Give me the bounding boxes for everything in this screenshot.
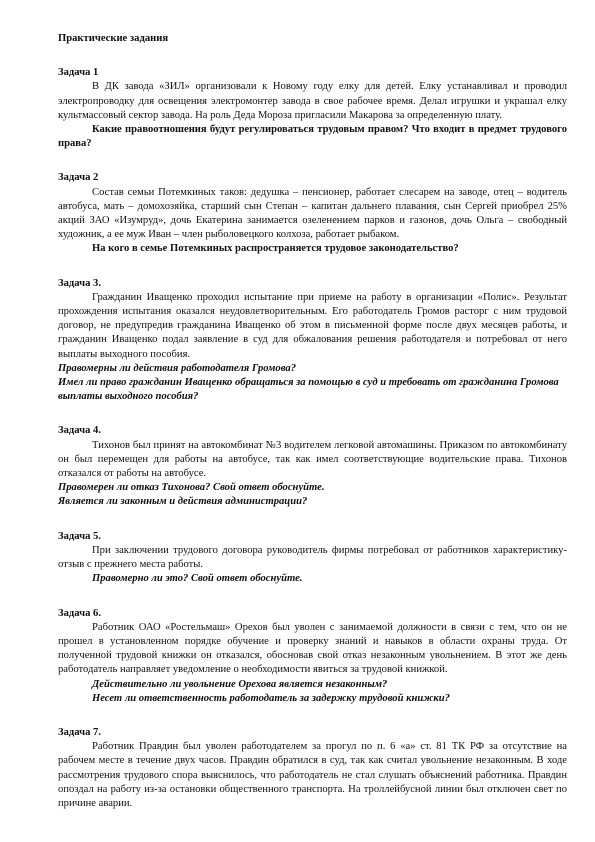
task-7	[58, 726, 567, 811]
task-title: Задача 2	[58, 172, 99, 184]
task-1	[58, 66, 567, 151]
task-3	[58, 277, 567, 405]
task-question: Несет ли ответственность работодатель за задержку трудовой книжки?	[92, 692, 450, 704]
task-text: Работник Правдин был уволен работодателем за прогул по п. 6 «а» ст. 81 ТК РФ за отсутствие на рабочем месте в течение двух часов. Правдин обратился в суд, так как считал увольнение незаконным. В ходе рассмотрения трудового спора выяснилось, что работодатель не стал слушать объяснений работника. Правдин опоздал на работу из-за остановки общественного транспорта. На троллейбусной линии был отключен свет по причине аварии.	[58, 741, 567, 809]
page-title: Практические задания	[58, 33, 169, 44]
task-2	[58, 171, 567, 256]
task-question: Правомерны ли действия работодателя Громова?	[58, 362, 296, 374]
task-title: Задача 4.	[58, 425, 101, 437]
task-question: Правомерен ли отказ Тихонова? Свой ответ обоснуйте.	[58, 482, 325, 494]
task-5	[58, 530, 567, 587]
task-6	[58, 607, 567, 706]
document-page	[58, 32, 567, 831]
task-title: Задача 5.	[58, 530, 101, 542]
task-text: Тихонов был принят на автокомбинат №3 водителем легковой автомашины. Приказом по автокомбинату он был перемещен для работы на автобусе, так как имел соответствующие водительские права. Тихонов отказался от работы на автобусе.	[58, 439, 567, 480]
task-title: Задача 3.	[58, 277, 101, 289]
task-question: Правомерно ли это? Свой ответ обоснуйте.	[92, 573, 303, 585]
task-question: Является ли законным и действия администрации?	[58, 496, 308, 508]
task-title: Задача 1	[58, 67, 99, 79]
task-4	[58, 424, 567, 509]
task-question: Имел ли право гражданин Иващенко обращаться за помощью в суд и требовать от гражданина Громова выплаты выходного пособия?	[58, 377, 559, 403]
task-text: Гражданин Иващенко проходил испытание при приеме на работу в организации «Полис». Результат прохождения испытания оказался неудовлетворительным. Его работодатель Громов расторг с ним трудовой договор, не предупредив гражданина Иващенко об этом в письменной форме после двух месяцев работы, и гражданин Иващенко подал заявление в суд для обжалования решения работодателя и потребовал от него выплаты выходного пособия.	[58, 291, 567, 360]
task-title: Задача 7.	[58, 726, 101, 738]
task-text: В ДК завода «ЗИЛ» организовали к Новому году елку для детей. Елку устанавливал и проводил электропроводку для освещения электромонтер завода в свое рабочее время. Делал игрушки и украшал елку культмассовый сектор завода. На роль Деда Мороза пригласили Макарова за определенную плату.	[58, 81, 567, 121]
task-question: На кого в семье Потемкиных распространяется трудовое законодательство?	[92, 243, 459, 255]
task-text: При заключении трудового договора руководитель фирмы потребовал от работников характеристику-отзыв с прежнего места работы.	[58, 544, 567, 571]
task-text: Работник ОАО «Ростельмаш» Орехов был уволен с занимаемой должности в связи с тем, что он не прошел в установленном порядке обучение и проверку знаний и навыков в области охраны труда. От полученной трудовой книжки он отказался, обосновав свой отказ незаконным увольнением. В этот же день работодатель направляет уведомление о необходимости явиться за трудовой книжкой.	[58, 621, 567, 676]
task-question: Какие правоотношения будут регулироваться трудовым правом? Что входит в предмет трудового права?	[58, 124, 567, 150]
task-title: Задача 6.	[58, 607, 101, 619]
task-question: Действительно ли увольнение Орехова является незаконным?	[92, 678, 388, 690]
task-text: Состав семьи Потемкиных таков: дедушка – пенсионер, работает слесарем на заводе, отец – водитель автобуса, мать – домохозяйка, старший сын Степан – капитан дальнего плавания, сын Сергей приобрел 25% акций ЗАО «Изумруд», дочь Екатерина занимается озеленением парков и газонов, дочь Ольга – свободный художник, а ее муж Иван – член рыболовецкого колхоза, работает рыбаком.	[58, 186, 567, 241]
